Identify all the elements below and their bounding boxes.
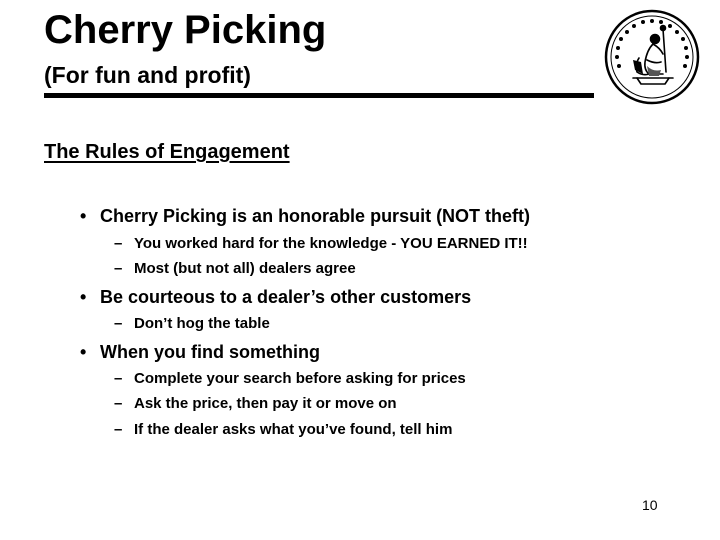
sub-bullet-item xyxy=(114,259,356,279)
bullet-item xyxy=(80,286,471,308)
bullet-item xyxy=(80,341,320,363)
page-number: 10 xyxy=(642,497,658,513)
sub-bullet-item xyxy=(114,394,397,414)
sub-bullet-item xyxy=(114,369,466,389)
bullet-text: When you find something xyxy=(100,342,320,362)
sub-bullet-text: Don’t hog the table xyxy=(134,315,270,332)
bullet-marker: • xyxy=(80,287,87,307)
dash-marker: – xyxy=(114,370,123,387)
sub-bullet-text: Complete your search before asking for prices xyxy=(134,370,466,387)
dash-marker: – xyxy=(114,395,123,412)
sub-bullet-text: Most (but not all) dealers agree xyxy=(134,260,356,277)
section-heading: The Rules of Engagement xyxy=(44,141,290,163)
dash-marker: – xyxy=(114,421,123,438)
bullet-marker: • xyxy=(80,342,87,362)
sub-bullet-text: You worked hard for the knowledge - YOU EARNED IT!! xyxy=(134,235,528,252)
seated-liberty-coin-icon xyxy=(603,8,701,106)
sub-bullet-text: If the dealer asks what you’ve found, tell him xyxy=(134,421,453,438)
title-divider xyxy=(44,93,594,98)
bullet-item xyxy=(80,205,530,227)
slide-subtitle: (For fun and profit) xyxy=(44,62,251,88)
dash-marker: – xyxy=(114,260,123,277)
slide-title: Cherry Picking xyxy=(44,8,327,52)
dash-marker: – xyxy=(114,235,123,252)
dash-marker: – xyxy=(114,315,123,332)
bullet-marker: • xyxy=(80,206,87,226)
sub-bullet-item xyxy=(114,420,452,440)
sub-bullet-item xyxy=(114,234,528,254)
sub-bullet-item xyxy=(114,314,270,334)
sub-bullet-text: Ask the price, then pay it or move on xyxy=(134,395,397,412)
bullet-text: Be courteous to a dealer’s other customers xyxy=(100,287,472,307)
bullet-text: Cherry Picking is an honorable pursuit (NOT theft) xyxy=(100,206,531,226)
